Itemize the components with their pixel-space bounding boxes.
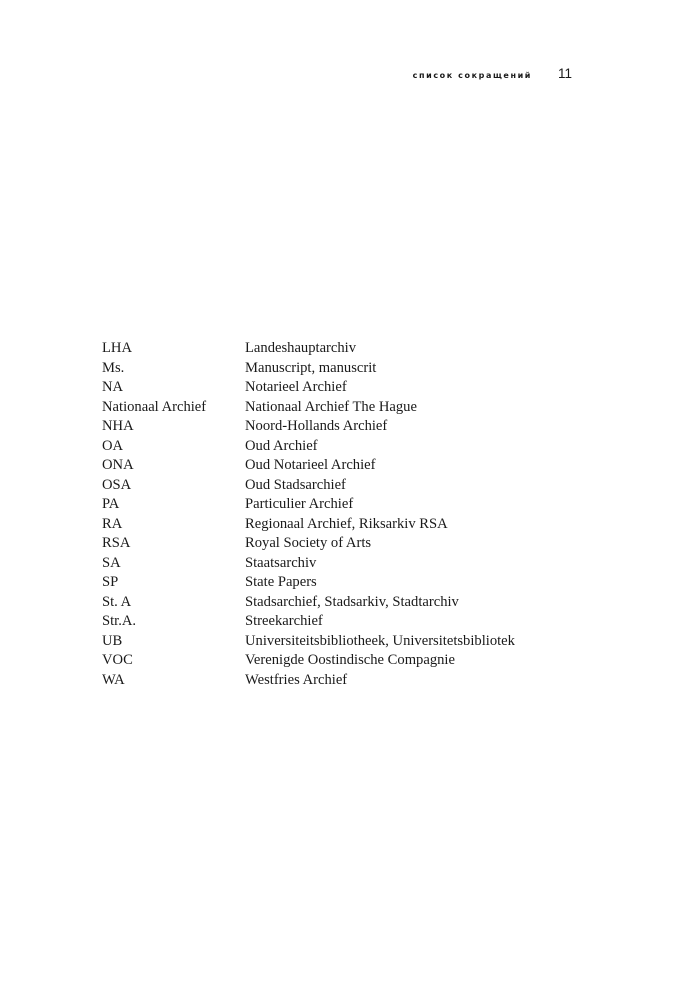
abbreviation: St. A bbox=[102, 593, 132, 610]
abbreviation-row bbox=[102, 476, 582, 496]
abbreviation-expansion: Regionaal Archief, Riksarkiv RSA bbox=[245, 515, 448, 532]
abbreviation-expansion: Universiteitsbibliotheek, Universitetsbibliotek bbox=[245, 632, 515, 649]
abbreviation-list bbox=[102, 339, 582, 690]
abbreviation-expansion: Particulier Archief bbox=[245, 496, 354, 512]
abbreviation-row bbox=[102, 632, 582, 652]
abbreviation-row bbox=[102, 554, 582, 574]
abbreviation-row bbox=[102, 515, 582, 535]
page-number: 11 bbox=[557, 66, 572, 81]
abbreviation: OA bbox=[102, 437, 124, 454]
abbreviation-row bbox=[102, 456, 582, 476]
abbreviation-expansion: Noord-Hollands Archief bbox=[245, 418, 388, 434]
abbreviation: Str.A. bbox=[102, 613, 137, 629]
abbreviation-expansion: Landeshauptarchiv bbox=[245, 340, 357, 356]
abbreviation-row bbox=[102, 612, 582, 632]
abbreviation-expansion: Stadsarchief, Stadsarkiv, Stadtarchiv bbox=[245, 593, 459, 610]
abbreviation: PA bbox=[102, 496, 120, 512]
abbreviation: UB bbox=[102, 632, 123, 649]
abbreviation-row bbox=[102, 339, 582, 359]
abbreviation-expansion: Westfries Archief bbox=[245, 671, 348, 688]
abbreviation-row bbox=[102, 437, 582, 457]
abbreviation: NHA bbox=[102, 418, 134, 434]
abbreviation-expansion: Nationaal Archief The Hague bbox=[245, 398, 417, 415]
abbreviation-expansion: State Papers bbox=[245, 574, 317, 590]
abbreviation-row bbox=[102, 417, 582, 437]
abbreviation-expansion: Streekarchief bbox=[245, 613, 323, 629]
abbreviation-expansion: Royal Society of Arts bbox=[245, 535, 372, 551]
abbreviation-expansion: Manuscript, manuscrit bbox=[245, 359, 377, 376]
abbreviation: SA bbox=[102, 554, 121, 571]
running-head bbox=[300, 66, 576, 86]
section-title: список сокращений bbox=[412, 71, 532, 80]
abbreviation-row bbox=[102, 573, 582, 593]
abbreviation: NA bbox=[102, 379, 124, 395]
abbreviation: VOC bbox=[102, 652, 133, 668]
abbreviation: OSA bbox=[102, 476, 132, 493]
abbreviation-row bbox=[102, 378, 582, 398]
abbreviation-row bbox=[102, 398, 582, 418]
abbreviation-expansion: Oud Archief bbox=[245, 437, 318, 454]
abbreviation-row bbox=[102, 593, 582, 613]
abbreviation: RA bbox=[102, 515, 123, 532]
abbreviation-expansion: Verenigde Oostindische Compagnie bbox=[245, 652, 455, 668]
abbreviation-expansion: Notarieel Archief bbox=[245, 379, 347, 395]
abbreviation: RSA bbox=[102, 535, 131, 551]
abbreviation-expansion: Oud Stadsarchief bbox=[245, 476, 346, 493]
abbreviation-row bbox=[102, 359, 582, 379]
abbreviation-row bbox=[102, 495, 582, 515]
abbreviation-row bbox=[102, 671, 582, 691]
abbreviation: Nationaal Archief bbox=[102, 398, 207, 415]
abbreviation: Ms. bbox=[102, 359, 125, 376]
abbreviation: LHA bbox=[102, 340, 132, 356]
abbreviation-expansion: Oud Notarieel Archief bbox=[245, 457, 376, 473]
abbreviation: SP bbox=[102, 574, 119, 590]
abbreviation: WA bbox=[102, 671, 125, 688]
abbreviation-expansion: Staatsarchiv bbox=[245, 554, 317, 571]
abbreviation-row bbox=[102, 534, 582, 554]
abbreviation: ONA bbox=[102, 457, 134, 473]
abbreviation-row bbox=[102, 651, 582, 671]
